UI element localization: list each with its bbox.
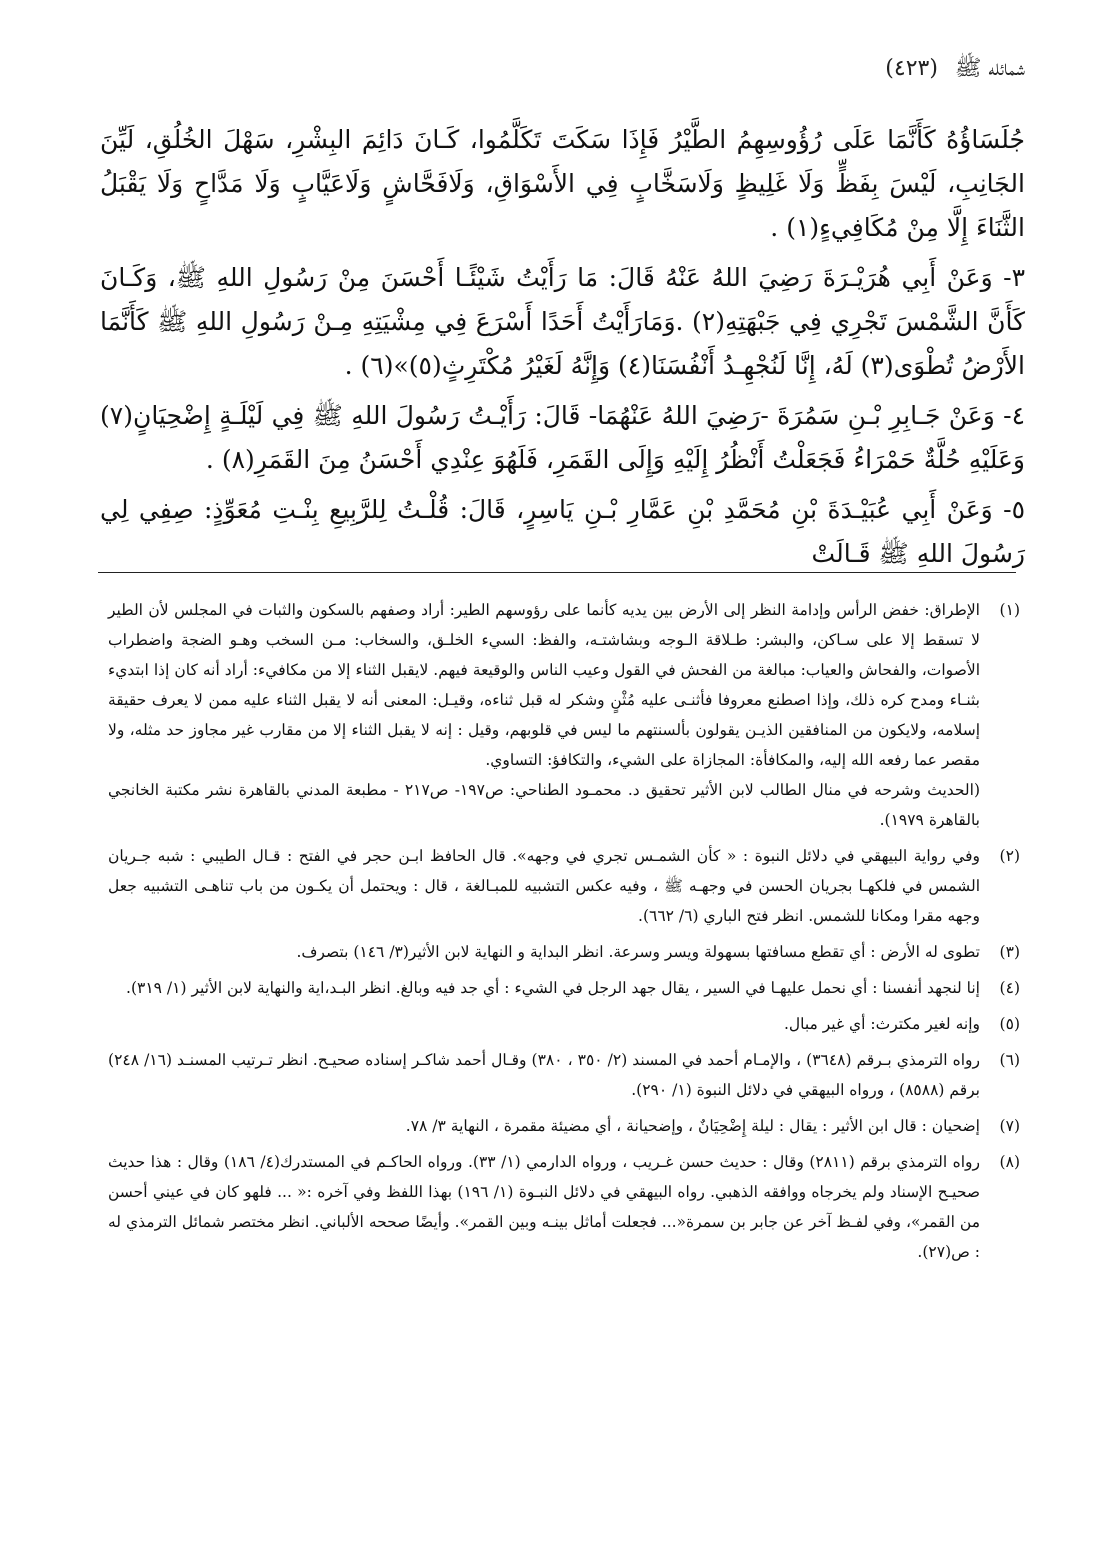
footnote-number: (١) xyxy=(999,601,1020,619)
header-title: شمائله ﷺ xyxy=(954,56,1025,81)
footnote-number: (٧) xyxy=(999,1117,1020,1135)
footnote-1 xyxy=(108,595,1020,835)
footnote-text: الإطراق: خفض الرأس وإدامة النظر إلى الأرض بين يديه كأنما على رؤوسهم الطير: أراد وصفهم بالسكون والثبات في المجلس لأن الطير لا تسقط إلا على سـاكن، والبشر: طـلاقة الـوجه وبشاشتـه، والفظ: السيء الخلـق، والسخاب: مـن السخب وهـو الضجة واضطراب الأصوات، والفحاش والعياب: مبالغة من الفحش في القول وعيب الناس والوقيعة فيهم. لايقبل الثناء إلا من مكافيء: أراد أنه كان إذا ابتديء بثنـاء ومدح كره ذلك، وإذا اصطنع معروفا فأثنـى عليه مُثْنٍ وشكر له قبل ثناءه، وقيـل: المعنى أنه لا يقبل الثناء عليه ممن لا يعرف حقيقة إسلامه، ولايكون من المنافقين الذيـن يقولون بألسنتهم ما ليس في قلوبهم، وقيل : إنه لا يقبل الثناء إلا من مقارب غير مجاوز حد مثله، ولا مقصر عما رفعه الله إليه، والمكافأة: المجازاة على الشيء، والتكافؤ: التساوي. xyxy=(108,601,980,769)
footnote-divider xyxy=(98,572,1016,573)
footnote-number: (٨) xyxy=(999,1153,1020,1171)
footnote-5 xyxy=(108,1009,1020,1039)
footnote-7 xyxy=(108,1111,1020,1141)
footnote-text: رواه الترمذي برقم (٢٨١١) وقال : حديث حسن غـريب ، ورواه الدارمي (١/ ٣٣). ورواه الحاكـم في المستدرك(٤/ ١٨٦) وقال : هذا حديث صحيـح الإسناد ولم يخرجاه ووافقه الذهبي. رواه البيهقي في دلائل النبـوة (١/ ١٩٦) بهذا اللفظ وفي آخره :« ... فلهو كان في عيني أحسن من القمر»، وفي لفـظ آخر عن جابر بن سمرة«... فجعلت أماثل بينـه وبين القمر». وأيضًا صححه الألباني. انظر مختصر شمائل الترمذي له : ص(٢٧). xyxy=(108,1153,981,1261)
running-header xyxy=(95,54,1025,86)
footnote-text: إضحيان : قال ابن الأثير : يقال : ليلة إِضْحِيَانٌ ، وإضحيانة ، أي مضيئة مقمرة ، النهاية ٣/ ٧٨. xyxy=(405,1117,980,1135)
main-text xyxy=(100,118,1025,582)
footnote-number: (٦) xyxy=(999,1051,1020,1069)
footnote-number: (٥) xyxy=(999,1015,1020,1033)
footnote-source: (الحديث وشرحه في منال الطالب لابن الأثير تحقيق د. محمـود الطناحي: ص١٩٧- ص٢١٧ - مطبعة المدني بالقاهرة نشر مكتبة الخانجي بالقاهرة ١٩٧٩). xyxy=(108,781,980,829)
footnote-6 xyxy=(108,1045,1020,1105)
footnotes xyxy=(108,595,1020,1273)
footnote-text: إنا لنجهد أنفسنا : أي نحمل عليهـا في السير ، يقال جهد الرجل في الشيء : أي جد فيه وبالغ. انظر البـد،اية والنهاية لابن الأثير (١/ ٣١٩). xyxy=(126,979,980,997)
footnote-text: تطوى له الأرض : أي تقطع مسافتها بسهولة ويسر وسرعة. انظر البداية و النهاية لابن الأثير(٣/ ١٤٦) بتصرف. xyxy=(296,943,980,961)
hadith-5: ٥- وَعَنْ أَبِي عُبَيْـدَةَ بْنِ مُحَمَّدِ بْنِ عَمَّارِ بْـنِ يَاسِرٍ، قَالَ: قُلْـتُ لِلرَّبِيعِ بِنْـتِ مُعَوِّذٍ: صِفِي لِي رَسُولَ اللهِ ﷺ قَـالَتْ xyxy=(100,495,1025,568)
footnote-2 xyxy=(108,841,1020,931)
footnote-number: (٢) xyxy=(999,847,1020,865)
footnote-text: رواه الترمذي بـرقم (٣٦٤٨) ، والإمـام أحمد في المسند (٢/ ٣٥٠ ، ٣٨٠) وقـال أحمد شاكـر إسناده صحيـح. انظر تـرتيب المسنـد (١٦/ ٢٤٨) برقم (٨٥٨٨) ، ورواه البيهقي في دلائل النبوة (١/ ٢٩٠). xyxy=(108,1051,980,1099)
footnote-text: وإنه لغير مكترث: أي غير مبال. xyxy=(783,1015,980,1033)
footnote-4 xyxy=(108,973,1020,1003)
paragraph-continuation: جُلَسَاؤُهُ كَأَنَّمَا عَلَى رُؤُوسِهِمُ الطَّيْرُ فَإِذَا سَكَتَ تَكَلَّمُوا، كَـانَ دَائِمَ البِشْرِ، سَهْلَ الخُلُقِ، لَيِّنَ الجَانِبِ، لَيْسَ بِفَظٍّ وَلَا غَلِيظٍ وَلَاسَخَّابٍ فِي الأَسْوَاقِ، وَلَافَحَّاشٍ وَلَاعَيَّابٍ وَلَا مَدَّاحٍ وَلَا يَقْبَلُ الثَّنَاءَ إِلَّا مِنْ مُكَافِيءٍ(١) . xyxy=(100,125,1025,242)
hadith-4: ٤- وَعَنْ جَـابِرِ بْـنِ سَمُرَةَ -رَضِيَ اللهُ عَنْهُمَا- قَالَ: رَأَيْـتُ رَسُولَ اللهِ ﷺ فِي لَيْلَـةٍ إِضْحِيَانٍ(٧) وَعَلَيْهِ حُلَّةٌ حَمْرَاءُ فَجَعَلْتُ أَنْظُرُ إِلَيْهِ وَإِلَى القَمَرِ، فَلَهُوَ عِنْدِي أَحْسَنُ مِنَ القَمَرِ(٨) . xyxy=(100,401,1025,474)
hadith-3: ٣- وَعَنْ أَبِي هُرَيْـرَةَ رَضِيَ اللهُ عَنْهُ قَالَ: مَا رَأَيْتُ شَيْئًـا أَحْسَنَ مِنْ رَسُولِ اللهِ ﷺ، وَكَـانَ كَأَنَّ الشَّمْسَ تَجْرِي فِي جَبْهَتِهِ(٢) .وَمَارَأَيْتُ أَحَدًا أَسْرَعَ فِي مِشْيَتِهِ مِـنْ رَسُولِ اللهِ ﷺ كَأَنَّمَا الأَرْضُ تُطْوَى(٣) لَهُ، إِنَّا لَنُجْهِـدُ أَنْفُسَنَا(٤) وَإِنَّهُ لَغَيْرُ مُكْتَرِثٍ(٥)»(٦) . xyxy=(100,263,1026,380)
page-number: (٤٢٣) xyxy=(885,56,938,81)
footnote-3 xyxy=(108,937,1020,967)
footnote-8 xyxy=(108,1147,1020,1267)
footnote-number: (٣) xyxy=(999,943,1020,961)
footnote-text: وفي رواية البيهقي في دلائل النبوة : « كأن الشمـس تجري في وجهه». قال الحافظ ابـن حجر في الفتح : قـال الطيبي : شبه جـريان الشمس في فلكهـا بجريان الحسن في وجهـه ﷺ ، وفيه عكس التشبيه للمبـالغة ، قال : ويحتمل أن يكـون من باب تناهـى التشبيه جعل وجهه مقرا ومكانا للشمس. انظر فتح الباري (٦/ ٦٦٢). xyxy=(108,847,980,925)
footnote-number: (٤) xyxy=(999,979,1020,997)
